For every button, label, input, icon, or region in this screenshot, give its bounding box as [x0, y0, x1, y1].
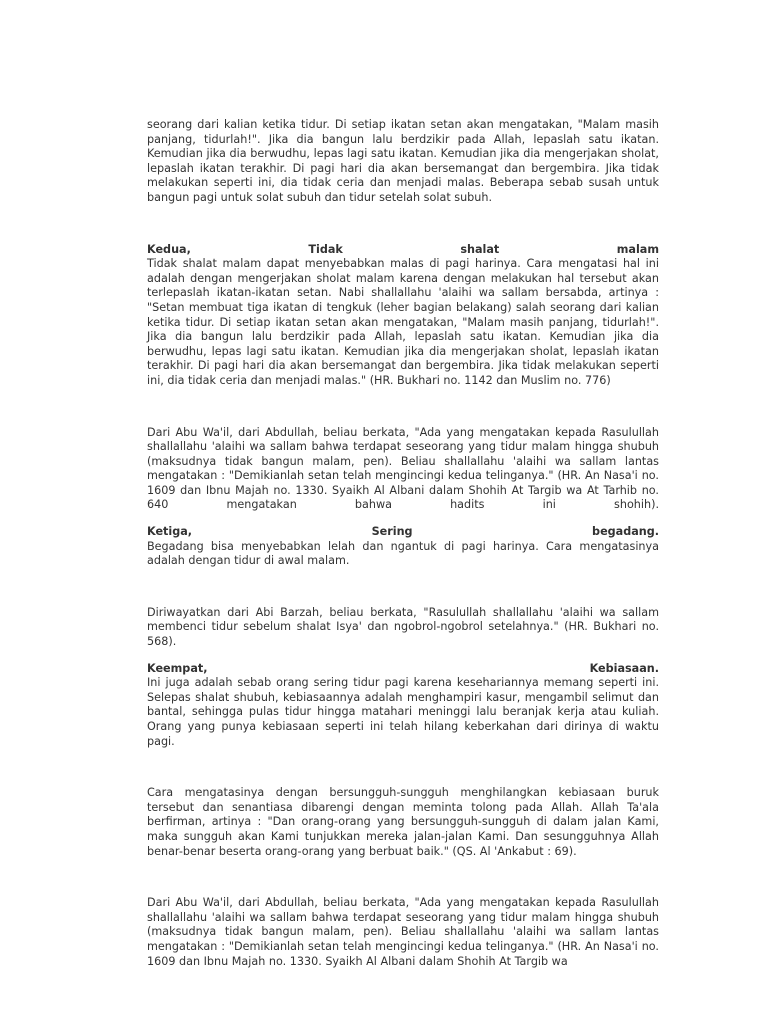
heading-ketiga: Ketiga, Sering begadang.	[147, 525, 659, 539]
paragraph-8: Dari Abu Wa'il, dari Abdullah, beliau berkata, "Ada yang mengatakan kepada Rasulullah shallallahu 'alaihi wa sallam bahwa terdapat seseorang yang tidur malam hingga shubuh (maksudnya tidak bangun malam, pen). Beliau shallallahu 'alaihi wa sallam lantas mengatakan : "Demikianlah setan telah mengincingi kedua telinganya." (HR. An Nasa'i no. 1609 dan Ibnu Majah no. 1330. Syaikh Al Albani dalam Shohih At Targib wa	[147, 896, 659, 968]
document-page	[147, 118, 659, 969]
paragraph-2: Tidak shalat malam dapat menyebabkan malas di pagi harinya. Cara mengatasi hal ini adalah dengan mengerjakan sholat malam karena dengan melakukan hal tersebut akan terlepaslah ikatan-ikatan setan. Nabi shallallahu 'alaihi wa sallam bersabda, artinya : "Setan membuat tiga ikatan di tengkuk (leher bagian belakang) salah seorang dari kalian ketika tidur. Di setiap ikatan setan akan mengatakan, "Malam masih panjang, tidurlah!". Jika dia bangun lalu berdzikir pada Allah, lepaslah satu ikatan. Kemudian jika dia berwudhu, lepas lagi satu ikatan. Kemudian jika dia mengerjakan sholat, lepaslah ikatan terakhir. Di pagi hari dia akan bersemangat dan bergembira. Jika tidak melakukan seperti ini, dia tidak ceria dan menjadi malas." (HR. Bukhari no. 1142 dan Muslim no. 776)	[147, 257, 659, 387]
spacer	[147, 749, 659, 786]
paragraph-7: Cara mengatasinya dengan bersungguh-sungguh menghilangkan kebiasaan buruk tersebut dan senantiasa dibarengi dengan meminta tolong pada Allah. Allah Ta'ala berfirman, artinya : "Dan orang-orang yang bersungguh-sungguh di dalam jalan Kami, maka sungguh akan Kami tunjukkan mereka jalan-jalan Kami. Dan sesungguhnya Allah benar-benar beserta orang-orang yang berbuat baik." (QS. Al 'Ankabut : 69).	[147, 786, 659, 858]
spacer	[147, 513, 659, 525]
spacer	[147, 389, 659, 426]
paragraph-4: Begadang bisa menyebabkan lelah dan ngantuk di pagi harinya. Cara mengatasinya adalah dengan tidur di awal malam.	[147, 539, 659, 568]
spacer	[147, 859, 659, 896]
spacer	[147, 569, 659, 606]
heading-keempat: Keempat, Kebiasaan.	[147, 661, 659, 675]
paragraph-6: Ini juga adalah sebab orang sering tidur pagi karena kesehariannya memang seperti ini. Selepas shalat shubuh, kebiasaannya adalah menghampiri kasur, mengambil selimut dan bantal, sehingga pulas tidur hingga matahari meninggi lalu beranjak kerja atau kuliah. Orang yang punya kebiasaan seperti ini telah hilang keberkahan dari dirinya di waktu pagi.	[147, 676, 659, 748]
heading-kedua: Kedua, Tidak shalat malam	[147, 242, 659, 256]
paragraph-3: Dari Abu Wa'il, dari Abdullah, beliau berkata, "Ada yang mengatakan kepada Rasulullah shallallahu 'alaihi wa sallam bahwa terdapat seseorang yang tidur malam hingga shubuh (maksudnya tidak bangun malam, pen). Beliau shallallahu 'alaihi wa sallam lantas mengatakan : "Demikianlah setan telah mengincingi kedua telinganya." (HR. An Nasa'i no. 1609 dan Ibnu Majah no. 1330. Syaikh Al Albani dalam Shohih At Targib wa At Tarhib no. 640 mengatakan bahwa hadits ini shohih).	[147, 425, 659, 512]
paragraph-5: Diriwayatkan dari Abi Barzah, beliau berkata, "Rasulullah shallallahu 'alaihi wa sallam membenci tidur sebelum shalat Isya' dan ngobrol-ngobrol setelahnya." (HR. Bukhari no. 568).	[147, 605, 659, 649]
paragraph-1: seorang dari kalian ketika tidur. Di setiap ikatan setan akan mengatakan, "Malam masih panjang, tidurlah!". Jika dia bangun lalu berdzikir pada Allah, lepaslah satu ikatan. Kemudian jika dia berwudhu, lepas lagi satu ikatan. Kemudian jika dia mengerjakan sholat, lepaslah ikatan terakhir. Di pagi hari dia akan bersemangat dan bergembira. Jika tidak melakukan seperti ini, dia tidak ceria dan menjadi malas. Beberapa sebab susah untuk bangun pagi untuk solat subuh dan tidur setelah solat subuh.	[147, 118, 659, 204]
spacer	[147, 650, 659, 662]
spacer	[147, 206, 659, 243]
